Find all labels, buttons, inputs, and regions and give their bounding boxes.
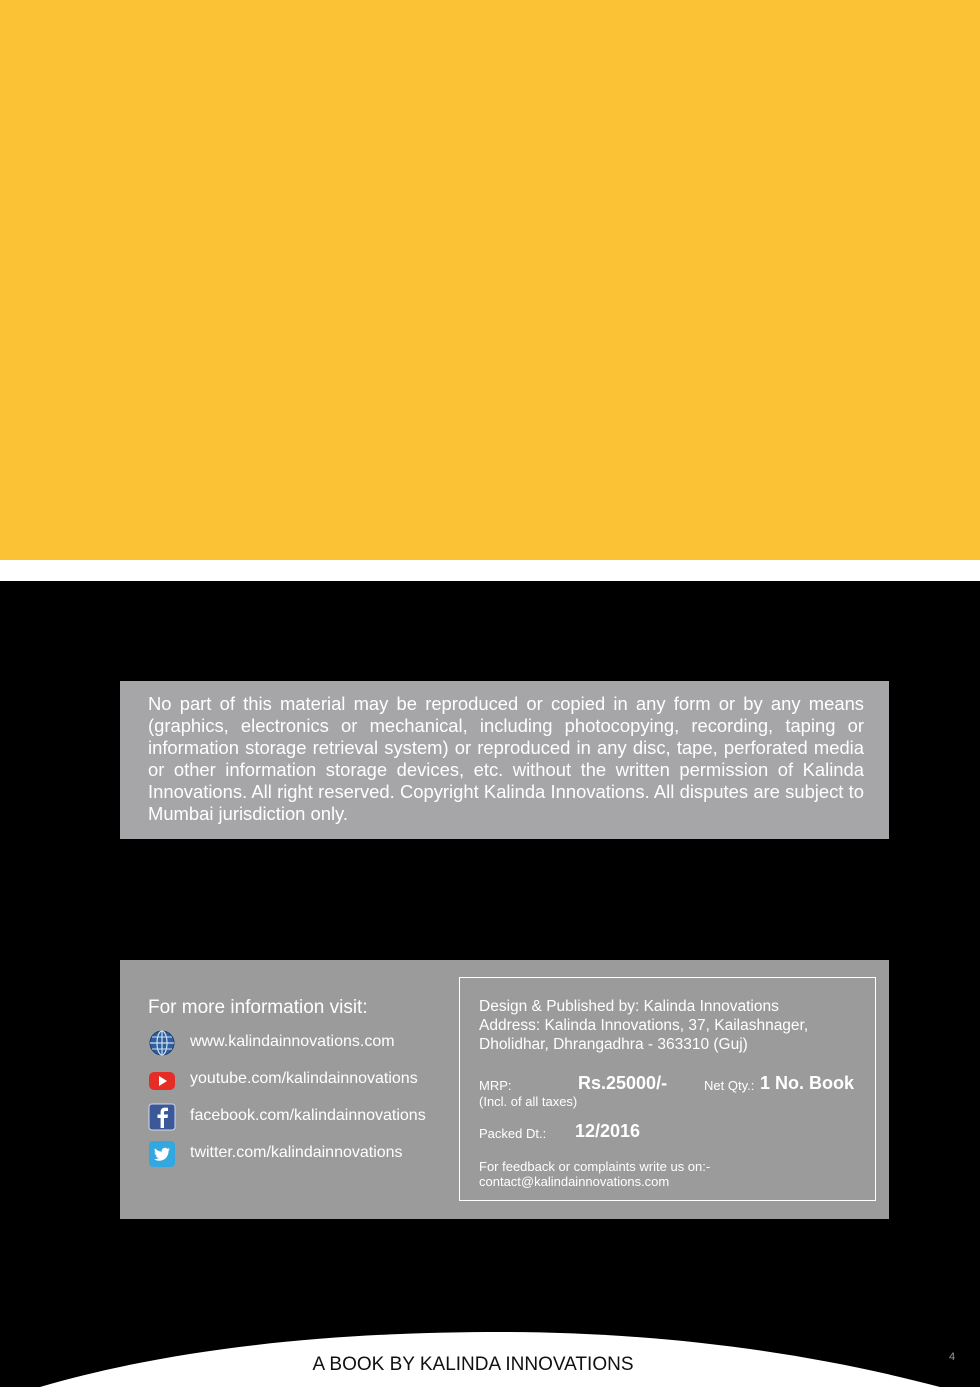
mrp-value: Rs.25000/-	[578, 1073, 668, 1093]
address-line-1: Address: Kalinda Innovations, 37, Kailashnager,	[479, 1017, 809, 1034]
page-number: 4	[949, 1351, 956, 1363]
youtube-link-text: youtube.com/kalindainnovations	[190, 1070, 418, 1087]
copyright-notice: No part of this material may be reproduced or copied in any form or by any means (graphics, electronics or mechanical, including photocopying, recording, taping or information storage retrieval system) or reproduced in any disc, tape, perforated media or other information storage devices, etc. without the written permission of Kalinda Innovations. All right reserved. Copyright Kalinda Innovations. All disputes are subject to Mumbai jurisdiction only.	[148, 693, 864, 824]
twitter-link-text: twitter.com/kalindainnovations	[190, 1144, 403, 1161]
publisher-details	[459, 977, 876, 1201]
feedback-email[interactable]: contact@kalindainnovations.com	[479, 1174, 670, 1189]
packed-date-value: 12/2016	[575, 1121, 641, 1141]
copyright-notice-box	[120, 681, 889, 839]
visit-heading: For more information visit:	[148, 997, 368, 1018]
facebook-link-text: facebook.com/kalindainnovations	[190, 1107, 426, 1124]
address-line-2: Dholidhar, Dhrangadhra - 363310 (Guj)	[479, 1036, 748, 1053]
feedback-line: For feedback or complaints write us on:-	[479, 1159, 711, 1174]
twitter-icon	[148, 1140, 176, 1168]
info-box	[120, 960, 889, 1219]
mrp-label: MRP:	[479, 1078, 512, 1093]
net-qty-label: Net Qty.:	[704, 1078, 755, 1093]
taxes-note: (Incl. of all taxes)	[479, 1094, 578, 1109]
footer-title: A BOOK BY KALINDA INNOVATIONS	[312, 1354, 634, 1375]
website-link-text: www.kalindainnovations.com	[190, 1033, 395, 1050]
yellow-band	[0, 0, 980, 560]
packed-date-label: Packed Dt.:	[479, 1126, 547, 1141]
facebook-icon	[148, 1103, 176, 1131]
youtube-icon	[148, 1066, 176, 1094]
publisher-line: Design & Published by: Kalinda Innovations	[479, 998, 779, 1015]
globe-icon	[148, 1029, 176, 1057]
net-qty-value: 1 No. Book	[760, 1073, 855, 1093]
